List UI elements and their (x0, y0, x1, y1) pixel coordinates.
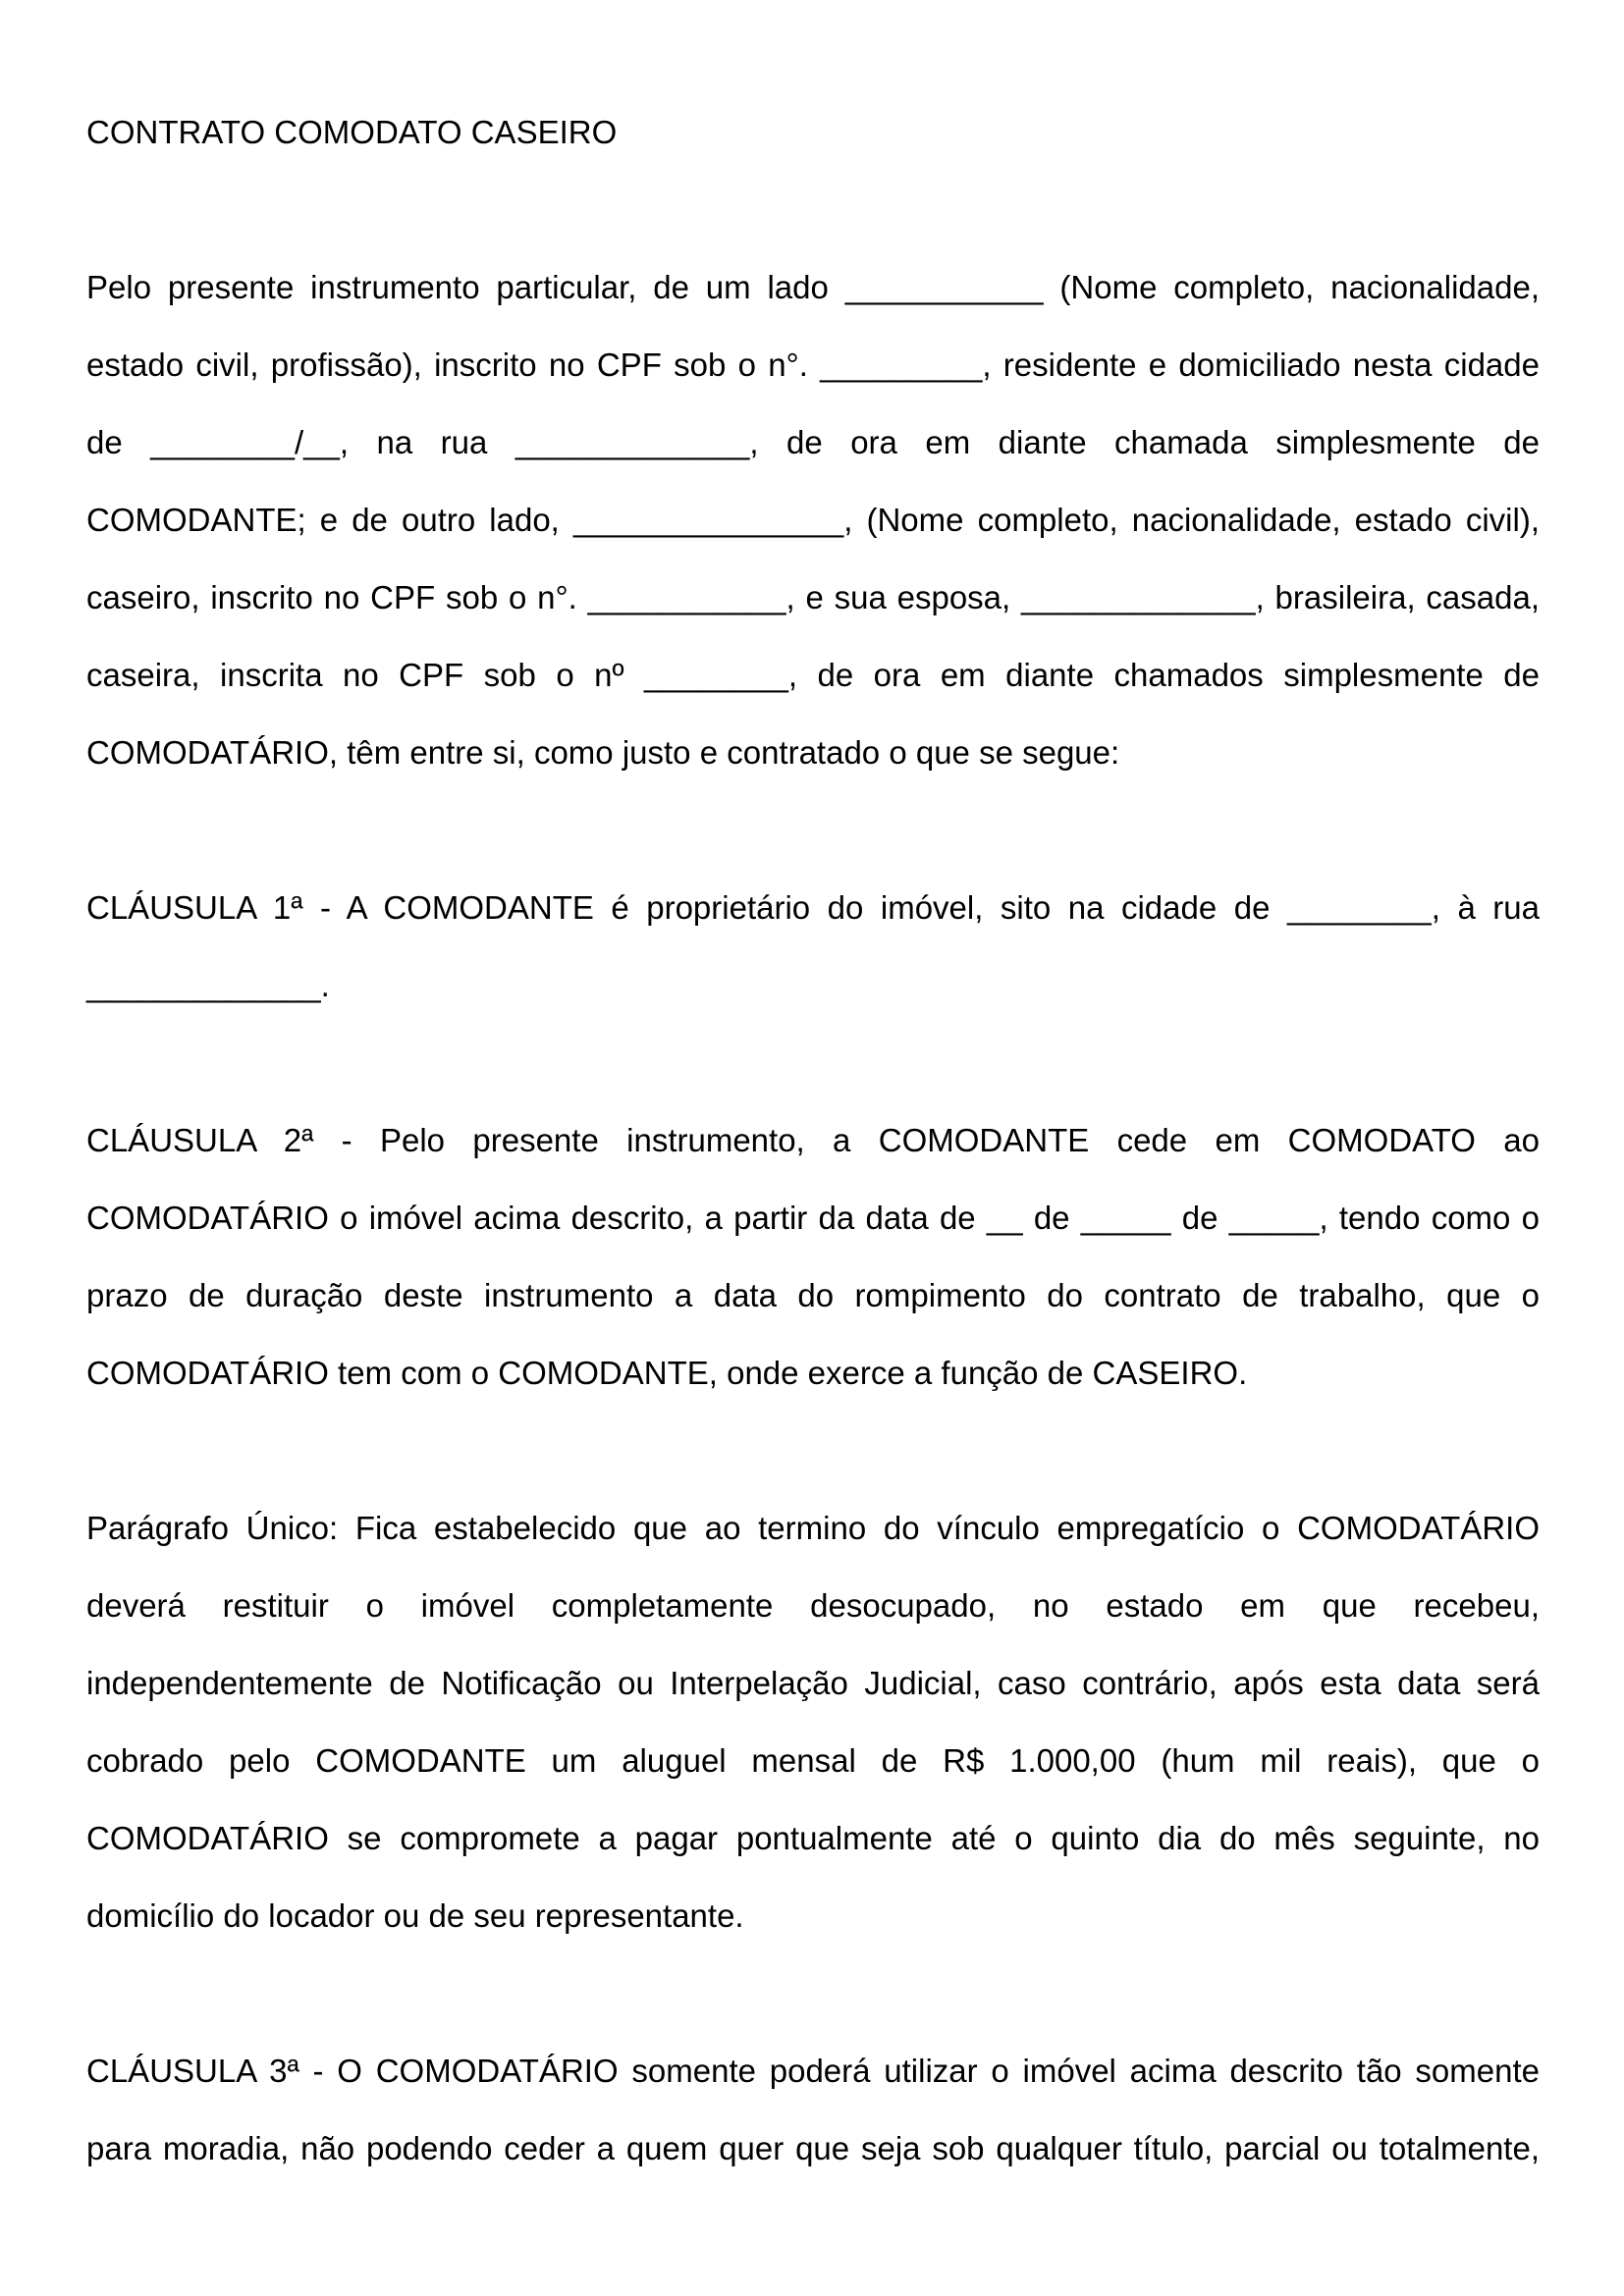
section-clausula-1 (86, 869, 1540, 1024)
spacer (86, 171, 1540, 248)
text-line: CLÁUSULA 3ª - O COMODATÁRIO somente poderá utilizar o imóvel acima descrito tão somente (86, 2053, 1540, 2089)
text-line: cobrado pelo COMODANTE um aluguel mensal de R$ 1.000,00 (hum mil reais), que o (86, 1742, 1540, 1779)
text-line: COMODATÁRIO, têm entre si, como justo e contratado o que se segue: (86, 734, 1120, 771)
section-preambulo (86, 248, 1540, 791)
spacer (86, 1954, 1540, 2032)
text-line: de ________/__, na rua _____________, de ora em diante chamada simplesmente de (86, 424, 1540, 460)
text-line: COMODATÁRIO tem com o COMODANTE, onde exerce a função de CASEIRO. (86, 1355, 1248, 1391)
section-clausula-3 (86, 2032, 1540, 2187)
text-line: caseira, inscrita no CPF sob o nº ________, de ora em diante chamados simplesmente de (86, 657, 1540, 693)
text-line: Parágrafo Único: Fica estabelecido que ao termino do vínculo empregatício o COMODATÁRIO (86, 1510, 1540, 1546)
document-title: CONTRATO COMODATO CASEIRO (86, 114, 618, 150)
text-line: CLÁUSULA 1ª - A COMODANTE é proprietário do imóvel, sito na cidade de ________, à rua (86, 889, 1540, 926)
text-line: caseiro, inscrito no CPF sob o n°. ___________, e sua esposa, _____________, brasileira, casada, (86, 579, 1540, 615)
text-line: para moradia, não podendo ceder a quem quer que seja sob qualquer título, parcial ou totalmente, (86, 2130, 1540, 2166)
document-body (86, 93, 1540, 2187)
text-line: estado civil, profissão), inscrito no CPF sob o n°. _________, residente e domiciliado nesta cidade (86, 347, 1540, 383)
spacer (86, 791, 1540, 869)
text-line: domicílio do locador ou de seu representante. (86, 1897, 744, 1934)
section-clausula-2 (86, 1101, 1540, 1412)
text-line: Pelo presente instrumento particular, de um lado ___________ (Nome completo, nacionalidade, (86, 269, 1540, 305)
spacer (86, 1024, 1540, 1101)
text-line: COMODATÁRIO o imóvel acima descrito, a partir da data de __ de _____ de _____, tendo como o (86, 1200, 1540, 1236)
text-line: _____________. (86, 967, 330, 1003)
text-line: CLÁUSULA 2ª - Pelo presente instrumento, a COMODANTE cede em COMODATO ao (86, 1122, 1540, 1158)
section-paragrafo-unico (86, 1489, 1540, 1954)
text-line: COMODATÁRIO se compromete a pagar pontualmente até o quinto dia do mês seguinte, no (86, 1820, 1540, 1856)
text-line: deverá restituir o imóvel completamente desocupado, no estado em que recebeu, (86, 1587, 1540, 1624)
text-line: prazo de duração deste instrumento a data do rompimento do contrato de trabalho, que o (86, 1277, 1540, 1313)
text-line: independentemente de Notificação ou Interpelação Judicial, caso contrário, após esta data será (86, 1665, 1540, 1701)
text-line: COMODANTE; e de outro lado, _______________, (Nome completo, nacionalidade, estado civil), (86, 502, 1540, 538)
spacer (86, 1412, 1540, 1489)
